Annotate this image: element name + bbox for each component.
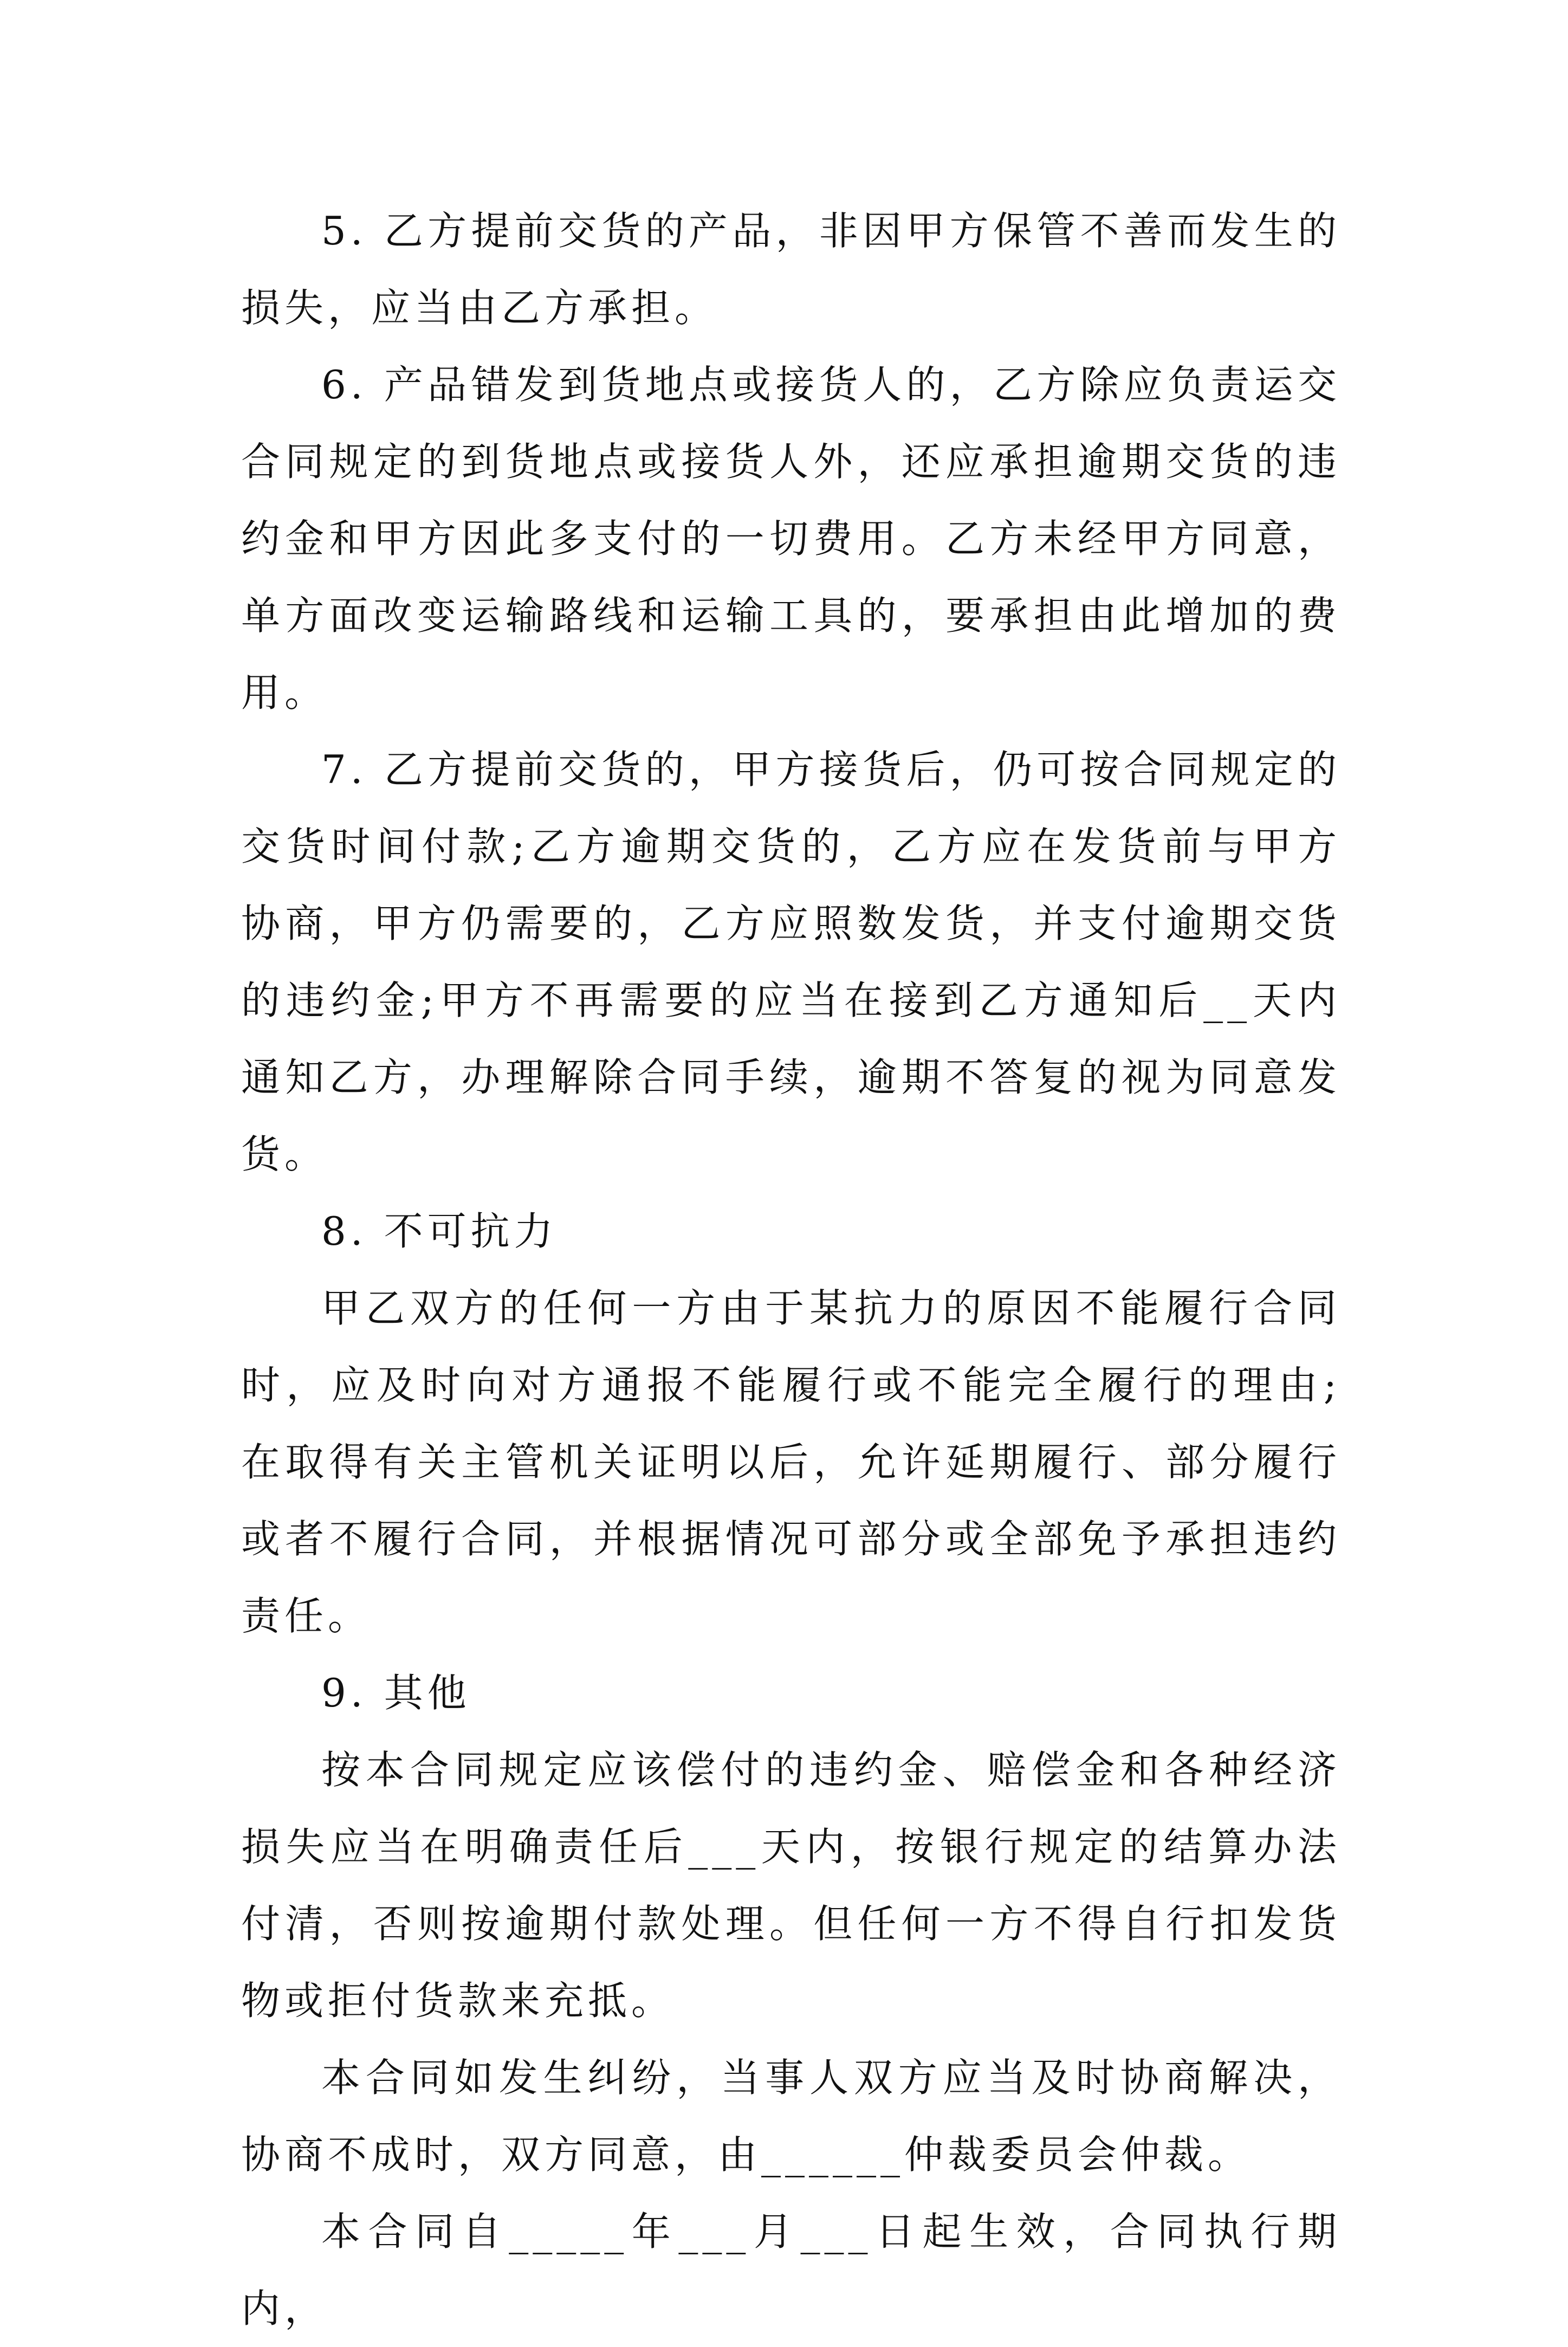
clause-5: 5. 乙方提前交货的产品，非因甲方保管不善而发生的损失，应当由乙方承担。 bbox=[241, 208, 1341, 331]
clause-8-heading: 8. 不可抗力 bbox=[321, 1208, 558, 1254]
compensation-text: 按本合同规定应该偿付的违约金、赔偿金和各种经济损失应当在明确责任后___天内，按银行规定的结算办法付清，否则按逾期付款处理。但任何一方不得自行扣发货物或拒付货款来充抵。 bbox=[241, 1747, 1341, 2023]
clause-9-heading: 9. 其他 bbox=[321, 1670, 471, 1716]
dispute-text: 本合同如发生纠纷，当事人双方应当及时协商解决，协商不成时，双方同意，由______仲裁委员会仲裁。 bbox=[241, 2055, 1341, 2177]
document-page bbox=[241, 192, 1341, 2347]
effective-date-text: 本合同自_____年___月___日起生效，合同执行期内， bbox=[241, 2209, 1341, 2331]
clause-7: 7. 乙方提前交货的，甲方接货后，仍可按合同规定的交货时间付款;乙方逾期交货的，乙方应在发货前与甲方协商，甲方仍需要的，乙方应照数发货，并支付逾期交货的违约金;甲方不再需要的应当在接到乙方通知后__天内通知乙方，办理解除合同手续，逾期不答复的视为同意发货。 bbox=[241, 747, 1341, 1177]
clause-6: 6. 产品错发到货地点或接货人的，乙方除应负责运交合同规定的到货地点或接货人外，还应承担逾期交货的违约金和甲方因此多支付的一切费用。乙方未经甲方同意，单方面改变运输路线和运输工具的，要承担由此增加的费用。 bbox=[241, 362, 1341, 715]
force-majeure-text: 甲乙双方的任何一方由于某抗力的原因不能履行合同时，应及时向对方通报不能履行或不能完全履行的理由;在取得有关主管机关证明以后，允许延期履行、部分履行或者不履行合同，并根据情况可部分或全部免予承担违约责任。 bbox=[241, 1285, 1341, 1639]
